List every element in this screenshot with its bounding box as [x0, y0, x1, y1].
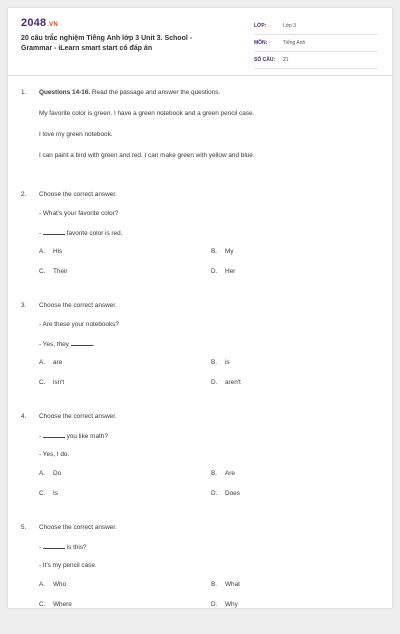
option-b[interactable]: [211, 358, 230, 368]
option-letter: D.: [211, 490, 218, 497]
option-text: Their: [53, 268, 68, 275]
option-b[interactable]: [211, 247, 234, 257]
option-c[interactable]: [39, 489, 58, 499]
option-d[interactable]: [211, 378, 241, 388]
option-c[interactable]: [39, 600, 72, 610]
answer-options: [39, 358, 381, 398]
meta-value: Lớp 3: [283, 23, 297, 29]
question-number: 4.: [21, 413, 27, 420]
option-letter: D.: [211, 601, 218, 608]
option-d[interactable]: [211, 489, 240, 499]
option-text: aren't: [225, 379, 241, 386]
answer-text-before: - Yes, they: [39, 341, 71, 348]
option-c[interactable]: [39, 378, 64, 388]
logo-name: 2048: [21, 17, 47, 29]
question-title: [39, 88, 381, 98]
option-text: Are: [225, 470, 235, 477]
option-text: What: [225, 581, 240, 588]
question-prompt: [39, 542, 381, 552]
prompt-blank: [43, 431, 65, 438]
option-letter: B.: [211, 248, 218, 255]
question-answer-line: - Yes, I do.: [39, 451, 70, 458]
option-c[interactable]: [39, 267, 68, 277]
passage-line: My favorite color is green. I have a green notebook and a green pencil case.: [39, 110, 255, 117]
site-logo[interactable]: [21, 17, 58, 29]
meta-label: MÔN:: [254, 40, 268, 46]
option-letter: C.: [39, 601, 46, 608]
document-page: [8, 8, 392, 608]
option-letter: B.: [211, 470, 218, 477]
option-text: is: [225, 359, 230, 366]
option-letter: C.: [39, 490, 46, 497]
option-a[interactable]: [39, 469, 61, 479]
option-d[interactable]: [211, 267, 235, 277]
option-text: His: [53, 248, 63, 255]
option-text: Does: [225, 490, 240, 497]
passage-line: I can paint a bird with green and red. I can make green with yellow and blue.: [39, 152, 255, 159]
question-instruction: Choose the correct answer.: [39, 302, 117, 309]
question-prompt: - What's your favorite color?: [39, 210, 119, 217]
meta-info: [254, 18, 378, 69]
question-prompt: - Are these your notebooks?: [39, 321, 119, 328]
option-b[interactable]: [211, 469, 235, 479]
meta-row-count: [254, 52, 378, 69]
question-number: 1.: [21, 89, 27, 96]
question-instruction: Choose the correct answer.: [39, 413, 117, 420]
answer-blank: [71, 339, 93, 346]
answer-blank: [43, 228, 65, 235]
meta-row-subject: [254, 35, 378, 52]
meta-row-grade: [254, 18, 378, 35]
option-a[interactable]: [39, 580, 66, 590]
option-text: Is: [53, 490, 58, 497]
answer-text-after: .: [92, 341, 95, 348]
question-title-bold: Questions 14-16.: [39, 89, 91, 96]
prompt-text-before: -: [39, 433, 43, 440]
question-answer-line: - It's my pencil case.: [39, 562, 97, 569]
question-answer-line: [39, 228, 381, 238]
prompt-text-before: -: [39, 544, 43, 551]
question-number: 2.: [21, 191, 27, 198]
prompt-blank: [43, 542, 65, 549]
option-letter: A.: [39, 470, 46, 477]
answer-options: [39, 247, 381, 287]
prompt-text-after: is this?: [64, 544, 87, 551]
document-title: 20 câu trắc nghiệm Tiếng Anh lớp 3 Unit 3. School - Grammar - iLearn smart start có đáp án: [21, 35, 193, 52]
option-letter: D.: [211, 268, 218, 275]
question-number: 3.: [21, 302, 27, 309]
option-text: Where: [53, 601, 72, 608]
option-a[interactable]: [39, 247, 62, 257]
option-text: Why: [225, 601, 238, 608]
answer-text-before: -: [39, 230, 43, 237]
option-text: Her: [225, 268, 236, 275]
option-text: are: [53, 359, 63, 366]
meta-value: Tiếng Anh: [283, 40, 306, 46]
option-text: isn't: [53, 379, 65, 386]
option-letter: C.: [39, 379, 46, 386]
questions-list: [21, 88, 381, 634]
option-text: Who: [53, 581, 67, 588]
option-d[interactable]: [211, 600, 238, 610]
question-4: [21, 412, 381, 523]
document-header: [8, 8, 392, 72]
option-a[interactable]: [39, 358, 62, 368]
prompt-text-after: you like math?: [64, 433, 108, 440]
answer-options: [39, 469, 381, 509]
meta-label: SỐ CÂU:: [254, 57, 276, 63]
question-3: [21, 301, 381, 412]
meta-label: LỚP:: [254, 23, 267, 29]
question-2: [21, 190, 381, 301]
question-5: [21, 523, 381, 634]
option-letter: C.: [39, 268, 46, 275]
header-divider: [8, 75, 392, 76]
answer-text-after: favorite color is red.: [64, 230, 123, 237]
option-text: Do: [53, 470, 62, 477]
option-letter: A.: [39, 581, 46, 588]
option-letter: A.: [39, 248, 46, 255]
option-letter: A.: [39, 359, 46, 366]
question-number: 5.: [21, 524, 27, 531]
question-1: [21, 88, 381, 190]
answer-options: [39, 580, 381, 620]
question-instruction: Choose the correct answer.: [39, 524, 117, 531]
meta-value: 21: [283, 57, 289, 63]
question-prompt: [39, 431, 381, 441]
logo-suffix: .VN: [47, 22, 58, 28]
option-letter: B.: [211, 359, 218, 366]
question-instruction: Choose the correct answer.: [39, 191, 117, 198]
option-b[interactable]: [211, 580, 240, 590]
option-text: My: [225, 248, 234, 255]
option-letter: D.: [211, 379, 218, 386]
passage-line: I love my green notebook.: [39, 131, 113, 138]
option-letter: B.: [211, 581, 218, 588]
question-answer-line: [39, 339, 381, 349]
question-title-rest: Read the passage and answer the questions.: [90, 89, 221, 96]
